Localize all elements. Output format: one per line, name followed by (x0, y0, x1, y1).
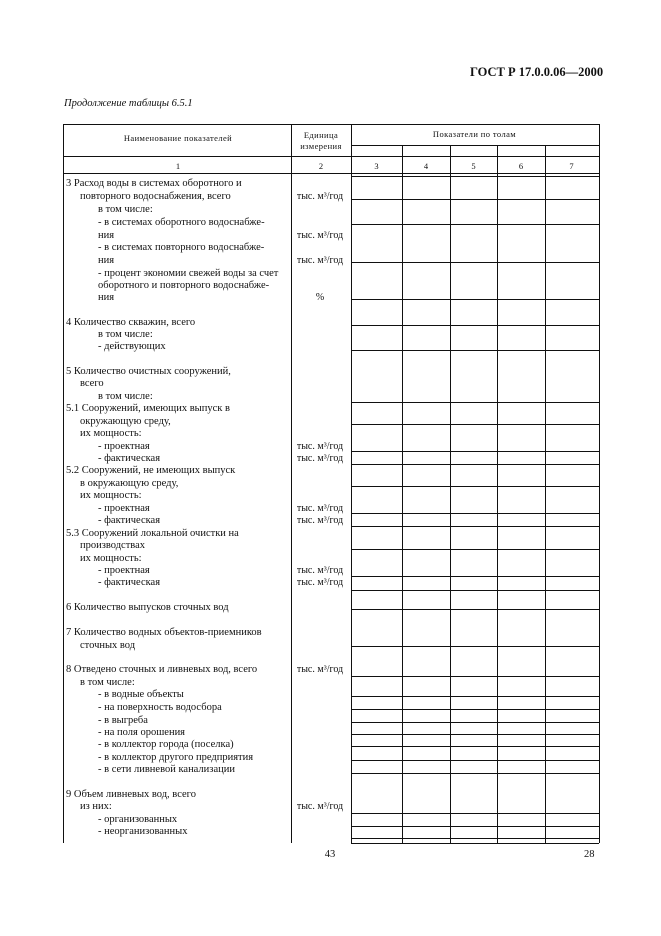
row-label: - в системах оборотного водоснабже- (98, 217, 265, 228)
row-label: сточных вод (80, 640, 136, 651)
row-label: - проектная (98, 441, 150, 452)
row-label: - в выгреба (98, 715, 148, 726)
table-rule (351, 709, 599, 710)
table-rule (351, 176, 599, 177)
row-label: - проектная (98, 565, 150, 576)
row-label: ния (98, 292, 115, 303)
table-rule (497, 145, 498, 843)
column-header-name: Наименование показателей (123, 133, 233, 143)
row-label: оборотного и повторного водоснабже- (98, 280, 270, 291)
table-rule (351, 696, 599, 697)
row-label: 5.2 Сооружений, не имеющих выпуск (66, 465, 236, 476)
table-rule (545, 145, 546, 843)
table-rule (351, 299, 599, 300)
row-label: - организованных (98, 814, 178, 825)
row-label: в том числе: (98, 204, 153, 215)
row-unit: тыс. м³/год (296, 664, 344, 675)
column-number: 2 (318, 161, 324, 171)
row-label: - в сети ливневой канализации (98, 764, 235, 775)
table-rule (351, 734, 599, 735)
column-header-unit-line1: Единица (303, 130, 339, 140)
row-label: - в системах повторного водоснабже- (98, 242, 265, 253)
row-label: 5 Количество очистных сооружений, (66, 366, 231, 377)
table-rule (351, 590, 599, 591)
table-rule (351, 350, 599, 351)
row-label: 9 Объем ливневых вод, всего (66, 789, 196, 800)
row-label: повторного водоснабжения, всего (80, 191, 231, 202)
table-rule (450, 145, 451, 843)
row-label: ния (98, 230, 115, 241)
column-number: 7 (569, 161, 574, 171)
row-label: - в водные объекты (98, 689, 184, 700)
row-label: окружающую среду, (80, 416, 171, 427)
row-unit: тыс. м³/год (296, 515, 344, 526)
table-rule (63, 124, 64, 843)
row-label: в том числе: (80, 677, 135, 688)
table-rule (351, 451, 599, 452)
row-label: 5.1 Сооружений, имеющих выпуск в (66, 403, 230, 414)
table-rule (351, 513, 599, 514)
column-number: 4 (423, 161, 429, 171)
table-rule (351, 843, 599, 844)
row-unit: тыс. м³/год (296, 565, 344, 576)
sheet-number: 28 (584, 849, 595, 860)
row-label: в окружающую среду, (80, 478, 179, 489)
row-label: - фактическая (98, 453, 161, 464)
row-label: производствах (80, 540, 146, 551)
table-rule (63, 173, 599, 174)
table-rule (351, 746, 599, 747)
table-rule (351, 646, 599, 647)
table-continuation-caption: Продолжение таблицы 6.5.1 (64, 98, 193, 109)
row-label: - процент экономии свежей воды за счет (98, 268, 279, 279)
table-rule (351, 838, 599, 839)
row-label: - проектная (98, 503, 150, 514)
table-rule (351, 722, 599, 723)
row-unit: тыс. м³/год (296, 191, 344, 202)
table-rule (351, 676, 599, 677)
table-rule (599, 124, 600, 843)
table-rule (351, 609, 599, 610)
row-label: их мощность: (80, 553, 142, 564)
row-label: всего (80, 378, 104, 389)
row-unit: тыс. м³/год (296, 255, 344, 266)
table-rule (351, 124, 352, 843)
table-rule (351, 224, 599, 225)
row-label: - на поверхность водосбора (98, 702, 222, 713)
column-number: 1 (175, 161, 181, 171)
page-number: 43 (324, 849, 336, 860)
table-rule (351, 813, 599, 814)
row-label: из них: (80, 801, 112, 812)
row-unit: тыс. м³/год (296, 453, 344, 464)
row-label: 8 Отведено сточных и ливневых вод, всего (66, 664, 258, 675)
table-rule (351, 199, 599, 200)
row-label: - фактическая (98, 515, 161, 526)
row-label: - на поля орошения (98, 727, 186, 738)
row-label: - в коллектор города (поселка) (98, 739, 234, 750)
row-label: в том числе: (98, 329, 153, 340)
row-label: - действующих (98, 341, 166, 352)
row-label: - фактическая (98, 577, 161, 588)
table-rule (63, 124, 599, 125)
table-rule (351, 760, 599, 761)
row-unit: тыс. м³/год (296, 230, 344, 241)
row-label: 5.3 Сооружений локальной очистки на (66, 528, 239, 539)
table-rule (351, 424, 599, 425)
row-label: их мощность: (80, 490, 142, 501)
row-unit: % (315, 292, 325, 303)
table-rule (351, 549, 599, 550)
table-rule (63, 156, 599, 157)
table-rule (351, 262, 599, 263)
table-rule (291, 124, 292, 843)
row-label: - неорганизованных (98, 826, 188, 837)
table-rule (351, 402, 599, 403)
column-number: 5 (471, 161, 476, 171)
table-rule (351, 773, 599, 774)
table-rule (351, 325, 599, 326)
row-unit: тыс. м³/год (296, 801, 344, 812)
column-number: 3 (374, 161, 379, 171)
table-rule (402, 145, 403, 843)
row-unit: тыс. м³/год (296, 503, 344, 514)
column-header-unit-line2: измерения (300, 141, 342, 151)
table-rule (351, 576, 599, 577)
table-rule (351, 145, 599, 146)
column-number: 6 (518, 161, 524, 171)
row-label: - в коллектор другого предприятия (98, 752, 254, 763)
row-label: ния (98, 255, 115, 266)
row-label: в том числе: (98, 391, 153, 402)
row-unit: тыс. м³/год (296, 577, 344, 588)
table-rule (351, 826, 599, 827)
row-label: 4 Количество скважин, всего (66, 317, 196, 328)
row-label: 3 Расход воды в системах оборотного и (66, 178, 242, 189)
table-rule (351, 486, 599, 487)
row-unit: тыс. м³/год (296, 441, 344, 452)
row-label: 6 Количество выпусков сточных вод (66, 602, 229, 613)
column-header-years: Показатели по толам (432, 129, 517, 139)
row-label: их мощность: (80, 428, 142, 439)
table-rule (351, 464, 599, 465)
row-label: 7 Количество водных объектов-приемников (66, 627, 262, 638)
doc-code: ГОСТ Р 17.0.0.06—2000 (470, 65, 604, 79)
table-rule (351, 526, 599, 527)
